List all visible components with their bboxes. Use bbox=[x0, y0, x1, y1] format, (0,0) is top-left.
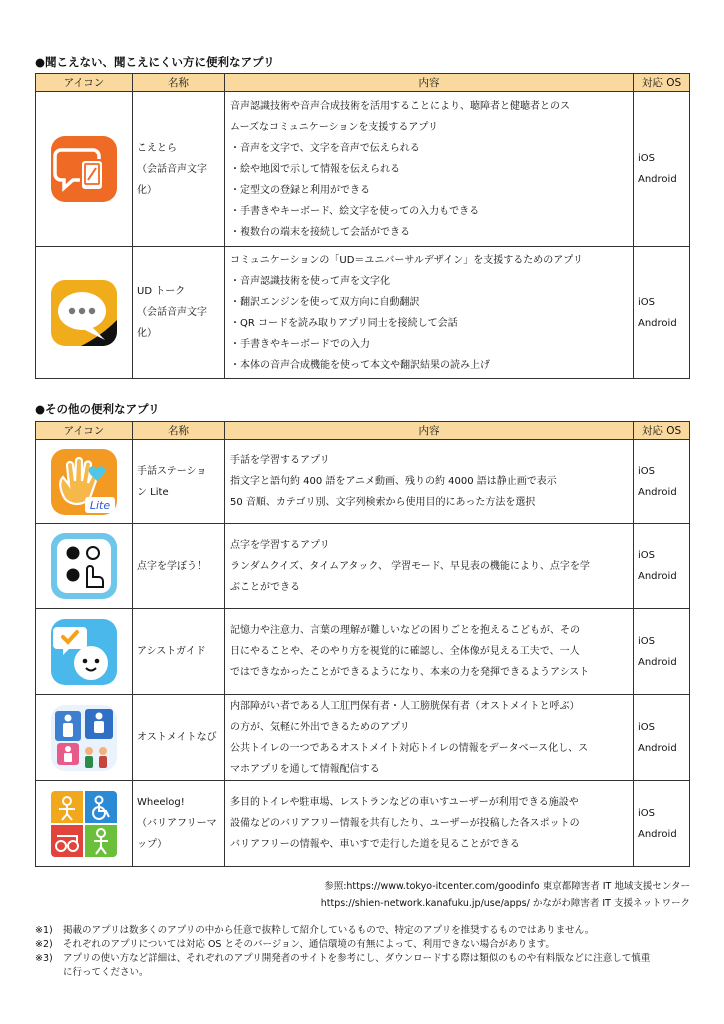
braille-hand-icon bbox=[51, 533, 117, 599]
table-row bbox=[36, 695, 690, 781]
assist-face-icon bbox=[51, 619, 117, 685]
app-name-line: （バリアフリーマ bbox=[137, 818, 217, 829]
os-ios: iOS bbox=[638, 635, 655, 647]
os-ios: iOS bbox=[638, 465, 655, 477]
note-text: アプリの使い方など詳細は、それぞれのアプリ開発者のサイトを参考にし、ダウンロードする際は類似のものや有料版などに注意して慎重 bbox=[63, 953, 651, 964]
os-android: Android bbox=[638, 828, 677, 840]
note-mark: ※3) bbox=[35, 953, 53, 964]
content-line: バリアフリーの情報や、車いすで走行した道を見ることができる bbox=[230, 839, 520, 850]
app-name-line: （会話音声文字 bbox=[137, 307, 207, 318]
app-name-line: ン Lite bbox=[137, 486, 169, 498]
header-os: 対応 OS bbox=[634, 74, 690, 92]
content-line: 点字を学習するアプリ bbox=[230, 539, 330, 551]
app-name-line: （会話音声文字 bbox=[137, 163, 207, 175]
header-name: 名称 bbox=[133, 74, 225, 92]
content-line: ムーズなコミュニケーションを支援するアプリ bbox=[230, 121, 438, 133]
section-title-hearing: ●聞こえない、聞こえにくい方に便利なアプリ bbox=[35, 55, 275, 69]
note-2 bbox=[35, 938, 695, 951]
header-icon: アイコン bbox=[36, 422, 133, 440]
table-header-row bbox=[36, 422, 690, 440]
content-line: ・本体の音声合成機能を使って本文や翻訳結果の読み上げ bbox=[230, 359, 490, 371]
os-ios: iOS bbox=[638, 296, 655, 308]
table-header-row bbox=[36, 74, 690, 92]
os-android: Android bbox=[638, 174, 677, 185]
note-mark: ※1) bbox=[35, 925, 53, 936]
content-line: コミュニケーションの「UD＝ユニバーサルデザイン」を支援するためのアプリ bbox=[230, 254, 583, 266]
content-line: 公共トイレの一つであるオストメイト対応トイレの情報をデータベース化し、ス bbox=[230, 742, 589, 754]
os-ios: iOS bbox=[638, 807, 655, 819]
note-text: に行ってください。 bbox=[63, 967, 149, 978]
content-line: ・複数台の端末を接続して会話ができる bbox=[230, 226, 410, 238]
os-android: Android bbox=[638, 742, 677, 754]
header-os: 対応 OS bbox=[634, 422, 690, 440]
app-name-line: 手話ステーショ bbox=[137, 465, 207, 477]
content-line: 多目的トイレや駐車場、レストランなどの車いすユーザーが利用できる施設や bbox=[230, 797, 579, 808]
content-line: 50 音順、カテゴリ別、文字列検索から使用目的にあった方法を選択 bbox=[230, 497, 536, 508]
content-line: ・翻訳エンジンを使って双方向に自動翻訳 bbox=[230, 296, 420, 308]
other-apps-table bbox=[35, 421, 690, 867]
note-1 bbox=[35, 924, 695, 937]
content-line: ・手書きやキーボードでの入力 bbox=[230, 338, 370, 350]
content-line: ランダムクイズ、タイムアタック、 学習モード、早見表の機能により、点字を学 bbox=[230, 560, 590, 572]
header-content: 内容 bbox=[225, 74, 634, 92]
app-name-line: アシストガイド bbox=[137, 646, 206, 657]
note-text: それぞれのアプリについては対応 OS とそのバージョン、通信環境の有無によって、利用できない場合があります。 bbox=[63, 939, 555, 950]
header-icon: アイコン bbox=[36, 74, 133, 92]
table-row bbox=[36, 609, 690, 695]
os-ios: iOS bbox=[638, 550, 655, 561]
table-row bbox=[36, 92, 690, 247]
content-line: 音声認識技術や音声合成技術を活用することにより、聴障者と健聴者とのス bbox=[230, 100, 570, 112]
os-android: Android bbox=[638, 571, 677, 582]
content-line: ・絵や地図で示して情報を伝えられる bbox=[230, 163, 400, 175]
header-name: 名称 bbox=[133, 422, 225, 440]
os-android: Android bbox=[638, 656, 677, 668]
content-line: 記憶力や注意力、言葉の理解が難しいなどの困りごとを抱えるこどもが、その bbox=[230, 625, 580, 636]
content-line: 設備などのバリアフリー情報を共有したり、ユーザーが投稿した各スポットの bbox=[230, 818, 580, 829]
table-row bbox=[36, 781, 690, 867]
app-name-line: オストメイトなび bbox=[137, 732, 217, 743]
os-ios: iOS bbox=[638, 153, 655, 164]
hand-sign-icon bbox=[51, 449, 117, 515]
table-row bbox=[36, 524, 690, 609]
app-name-line: 化） bbox=[137, 184, 157, 196]
note-mark: ※2) bbox=[35, 939, 53, 950]
note-3-cont bbox=[35, 966, 695, 979]
content-line: ではできなかったことができるようになり、本来の力を発揮できるようアシスト bbox=[230, 667, 590, 678]
header-content: 内容 bbox=[225, 422, 634, 440]
content-line: 日にやることや、そのやり方を視覚的に確認し、全体像が見える工夫で、一人 bbox=[230, 646, 580, 657]
table-row bbox=[36, 247, 690, 379]
content-line: 手話を学習するアプリ bbox=[230, 455, 330, 466]
content-line: ・音声を文字で、文字を音声で伝えられる bbox=[230, 142, 420, 154]
content-line: 内部障がい者である人工肛門保有者・人工膀胱保有者（オストメイトと呼ぶ） bbox=[230, 700, 580, 712]
os-android: Android bbox=[638, 486, 677, 498]
content-line: ・音声認識技術を使って声を文字化 bbox=[230, 275, 390, 287]
content-line: ・手書きやキーボード、絵文字を使っての入力もできる bbox=[230, 205, 480, 217]
content-line: 指文字と語句約 400 語をアニメ動画、残りの約 4000 語は静止画で表示 bbox=[230, 476, 557, 487]
accessibility-grid-icon bbox=[51, 791, 117, 857]
os-ios: iOS bbox=[638, 721, 655, 733]
speech-tablet-icon bbox=[51, 136, 117, 202]
content-line: ・QR コードを読み取りアプリ同士を接続して会話 bbox=[230, 317, 458, 329]
app-name-line: Wheelog! bbox=[137, 797, 185, 808]
app-name-line: 点字を学ぼう！ bbox=[137, 560, 207, 572]
app-name-line: こえとら bbox=[137, 142, 177, 154]
chat-bubble-icon bbox=[51, 280, 117, 346]
hearing-apps-table bbox=[35, 73, 690, 379]
note-text: 掲載のアプリは数多くのアプリの中から任意で抜粋して紹介しているもので、特定のアプリを推奨するものではありません。 bbox=[63, 925, 595, 936]
section-title-other: ●その他の便利なアプリ bbox=[35, 402, 160, 416]
content-line: ・定型文の登録と利用ができる bbox=[230, 184, 370, 196]
content-line: マホアプリを通して情報配信する bbox=[230, 763, 380, 775]
reference-kanagawa: https://shien-network.kanafuku.jp/use/apps/ かながわ障害者 IT 支援ネットワーク bbox=[320, 898, 690, 909]
note-3 bbox=[35, 952, 695, 965]
os-android: Android bbox=[638, 317, 677, 329]
content-line: の方が、気軽に外出できるためのアプリ bbox=[230, 721, 410, 733]
lite-label: Lite bbox=[89, 498, 111, 512]
ostomate-icon bbox=[51, 705, 117, 771]
app-name-line: ップ） bbox=[137, 839, 168, 850]
table-row bbox=[36, 440, 690, 524]
reference-tokyo: 参照:https://www.tokyo-itcenter.com/goodinfo 東京都障害者 IT 地域支援センター bbox=[324, 881, 690, 892]
app-name-line: 化） bbox=[137, 328, 157, 339]
content-line: ぶことができる bbox=[230, 581, 300, 593]
app-name-line: UD トーク bbox=[137, 286, 186, 297]
